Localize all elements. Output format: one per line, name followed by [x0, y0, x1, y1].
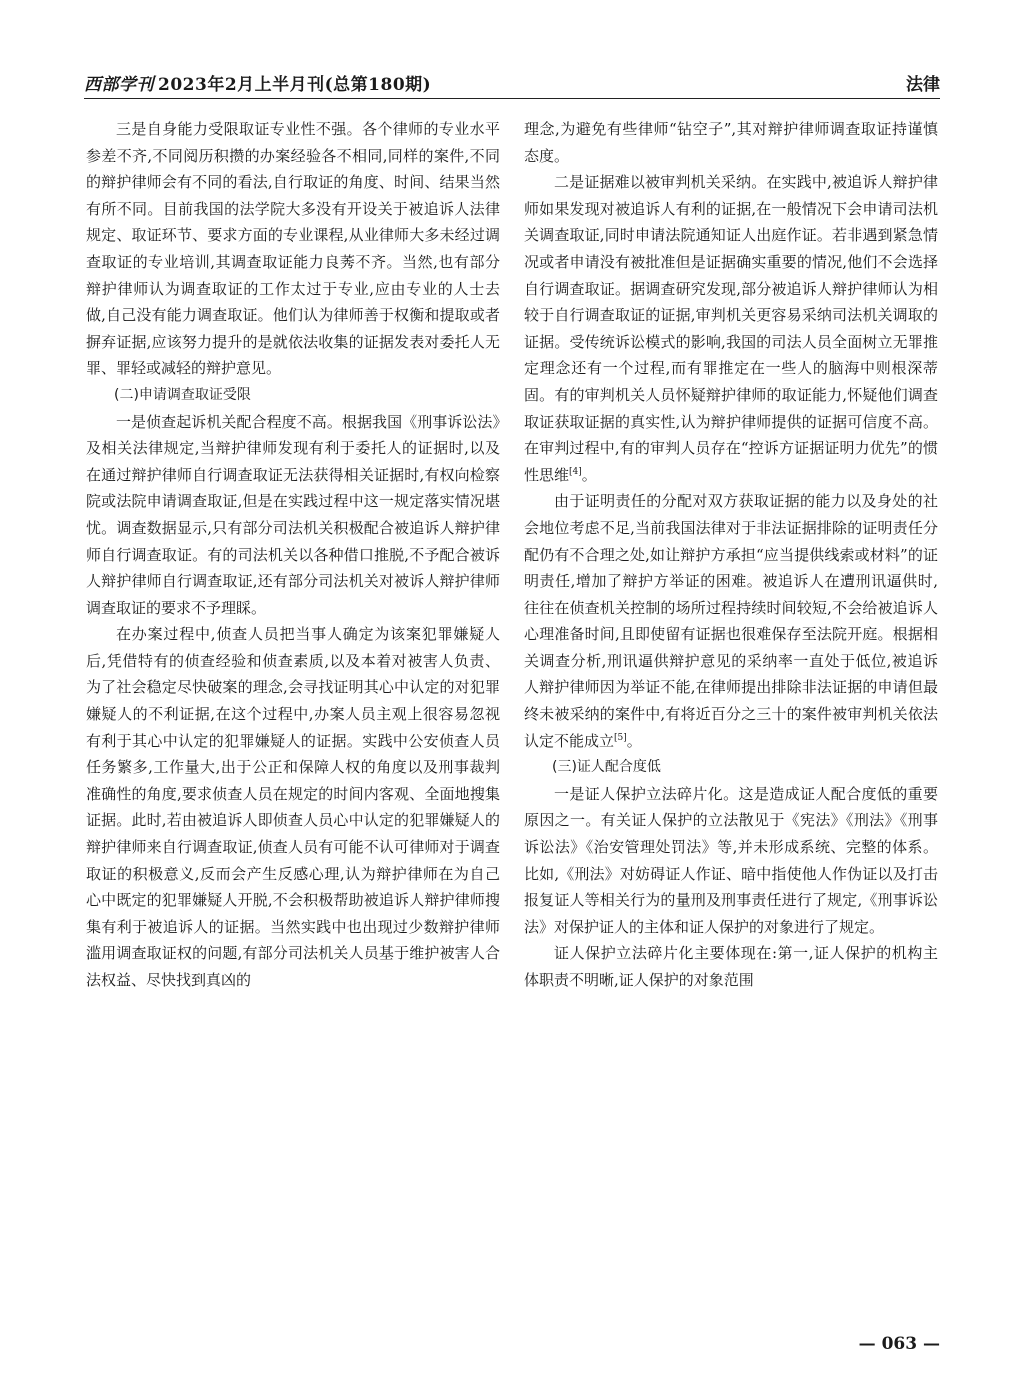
paragraph: 二是证据难以被审判机关采纳。在实践中,被追诉人辩护律师如果发现对被追诉人有利的证据,在一般情况下会申请司法机关调查取证,同时申请法院通知证人出庭作证。若非遇到紧急情况或者申请没有被批准但是证据确实重要的情况,他们不会选择自行调查取证。据调查研究发现,部分被追诉人辩护律师认为相较于自行调查取证的证据,审判机关更容易采纳司法机关调取的证据。受传统诉讼模式的影响,我国的司法人员全面树立无罪推定理念还有一个过程,而有罪推定在一些人的脑海中则根深蒂固。有的审判机关人员怀疑辩护律师的取证能力,怀疑他们调查取证获取证据的真实性,认为辩护律师提供的证据可信度不高。在审判过程中,有的审判人员存在“控诉方证据证明力优先”的惯性思维[4]。	[524, 173, 938, 484]
journal-logo: 西部学刊	[84, 75, 154, 95]
section-title: 法律	[906, 75, 940, 95]
paragraph: 理念,为避免有些律师“钻空子”,其对辩护律师调查取证持谨慎态度。	[524, 120, 938, 165]
paragraph: 一是证人保护立法碎片化。这是造成证人配合度低的重要原因之一。有关证人保护的立法散见于《宪法》《刑法》《刑事诉讼法》《治安管理处罚法》等,并未形成系统、完整的体系。比如,《刑法》对妨碍证人作证、暗中指使他人作伪证以及打击报复证人等相关行为的量刑及刑事责任进行了规定,《刑事诉讼法》对保护证人的主体和证人保护的对象进行了规定。	[524, 784, 938, 936]
section-heading: (二)申请调查取证受限	[114, 386, 251, 403]
journal-issue	[84, 70, 431, 95]
header-rule	[84, 98, 940, 99]
issue-label: 2023年2月上半月刊(总第180期)	[158, 75, 432, 95]
paragraph: 一是侦查起诉机关配合程度不高。根据我国《刑事诉讼法》及相关法律规定,当辩护律师发现有利于委托人的证据时,以及在通过辩护律师自行调查取证无法获得相关证据时,有权向检察院或法院申请调查取证,但是在实践过程中这一规定落实情况堪忧。调查数据显示,只有部分司法机关积极配合被追诉人辩护律师自行调查取证。有的司法机关以各种借口推脱,不予配合被诉人辩护律师自行调查取证,还有部分司法机关对被诉人辩护律师调查取证的要求不予理睬。	[86, 412, 500, 617]
running-header	[84, 66, 940, 100]
paragraph: 证人保护立法碎片化主要体现在:第一,证人保护的机构主体职责不明晰,证人保护的对象范围	[524, 944, 938, 989]
section-heading: (三)证人配合度低	[552, 759, 661, 776]
page-number: — 063 —	[858, 1334, 940, 1354]
citation-ref: [5]	[614, 732, 627, 743]
paragraph: 由于证明责任的分配对双方获取证据的能力以及身处的社会地位考虑不足,当前我国法律对于非法证据排除的证明责任分配仍有不合理之处,如让辩护方承担“应当提供线索或材料”的证明责任,增加了辩护方举证的困难。被追诉人在遭刑讯逼供时,往往在侦查机关控制的场所过程持续时间较短,不会给被追诉人心理准备时间,且即使留有证据也很难保存至法院开庭。根据相关调查分析,刑讯逼供辩护意见的采纳率一直处于低位,被追诉人辩护律师因为举证不能,在律师提出排除非法证据的申请但最终未被采纳的案件中,有将近百分之三十的案件被审判机关依法认定不能成立[5]。	[524, 492, 938, 750]
paragraph: 在办案过程中,侦查人员把当事人确定为该案犯罪嫌疑人后,凭借特有的侦查经验和侦查素质,以及本着对被害人负责、为了社会稳定尽快破案的理念,会寻找证明其心中认定的对犯罪嫌疑人的不利证据,在这个过程中,办案人员主观上很容易忽视有利于其心中认定的犯罪嫌疑人的证据。实践中公安侦查人员任务繁多,工作量大,出于公正和保障人权的角度以及刑事裁判准确性的角度,要求侦查人员在规定的时间内客观、全面地搜集证据。此时,若由被追诉人即侦查人员心中认定的犯罪嫌疑人的辩护律师来自行调查取证,侦查人员有可能不认可律师对于调查取证的积极意义,反而会产生反感心理,认为辩护律师在为自己心中既定的犯罪嫌疑人开脱,不会积极帮助被追诉人辩护律师搜集有利于被追诉人的证据。当然实践中也出现过少数辩护律师滥用调查取证权的问题,有部分司法机关人员基于维护被害人合法权益、尽快找到真凶的	[86, 625, 500, 989]
right-column	[524, 116, 938, 994]
paragraph: 三是自身能力受限取证专业性不强。各个律师的专业水平参差不齐,不同阅历积攒的办案经验各不相同,同样的案件,不同的辩护律师会有不同的看法,自行取证的角度、时间、结果当然有所不同。目前我国的法学院大多没有开设关于被追诉人法律规定、取证环节、要求方面的专业课程,从业律师大多未经过调查取证的专业培训,其调查取证能力良莠不齐。当然,也有部分辩护律师认为调查取证的工作太过于专业,应由专业的人士去做,自己没有能力调查取证。他们认为律师善于权衡和提取或者摒弃证据,应该努力提升的是就依法收集的证据发表对委托人无罪、罪轻或减轻的辩护意见。	[86, 120, 500, 378]
left-column	[86, 116, 500, 994]
citation-ref: [4]	[569, 466, 582, 477]
